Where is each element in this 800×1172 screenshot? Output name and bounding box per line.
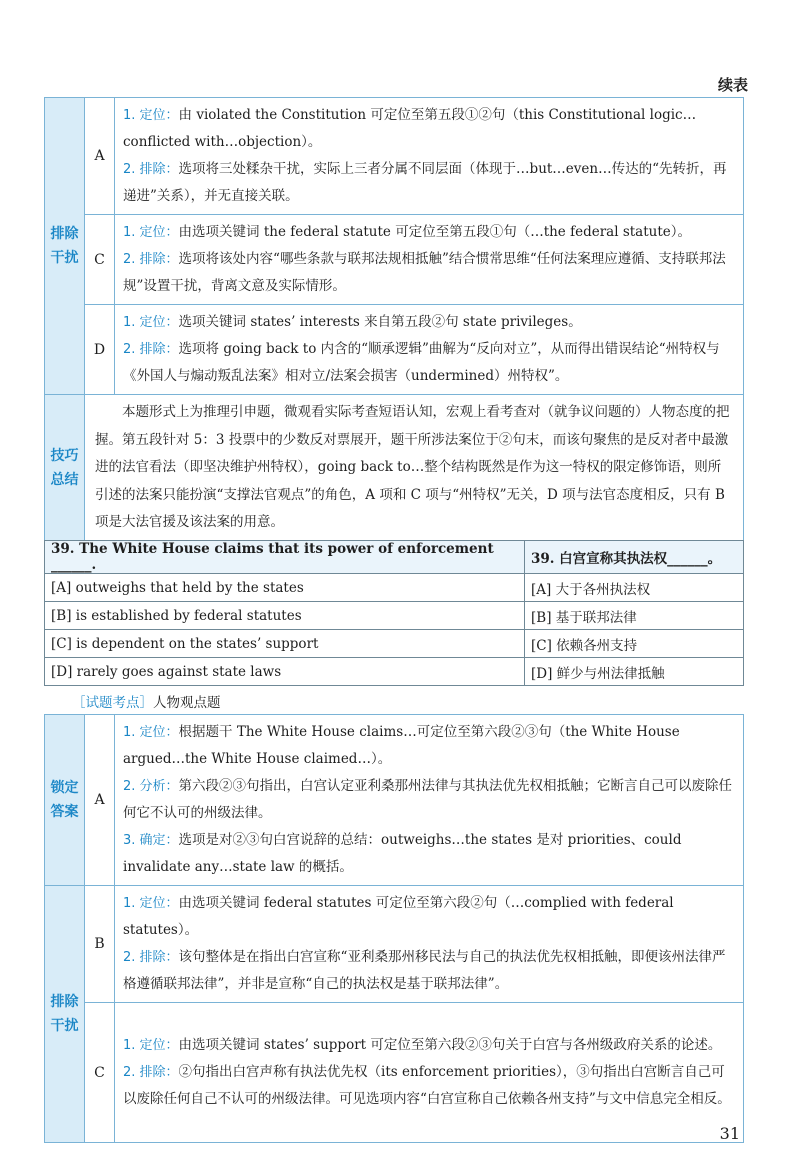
question-option-row	[45, 574, 744, 602]
option-analysis: 1. 定位：由 violated the Constitution 可定位至第五段①②句（this Constitutional logic…conflicted with…objection）。 2. 排除：选项将三处糅杂干扰，实际上三者分属不同层面（体现于…but…even…传达的“先转折，再递进”关系），并无直接关联。	[115, 98, 744, 215]
option-d-en: [D] rarely goes against state laws	[45, 658, 525, 686]
option-analysis: 1. 定位：由选项关键词 the federal statute 可定位至第五段①句（…the federal statute）。 2. 排除：选项将该处内容“哪些条款与联邦法规相抵触”结合惯常思维“任何法案理应遵循、支持联邦法规”设置干扰，背离文意及实际情形。	[115, 215, 744, 305]
lock-answer-row	[45, 715, 744, 886]
continuation-label: 续表	[717, 76, 748, 94]
question-option-row	[45, 630, 744, 658]
option-analysis: 1. 定位：选项关键词 states’ interests 来自第五段②句 state privileges。 2. 排除：选项将 going back to 内含的“顺承逻辑”曲解为“反向对立”，从而得出错误结论“州特权与《外国人与煽动叛乱法案》相对立/法案会损害（undermined）州特权”。	[115, 305, 744, 395]
question-option-row	[45, 658, 744, 686]
option-a-en: [A] outweighs that held by the states	[45, 574, 525, 602]
option-b-en: [B] is established by federal statutes	[45, 602, 525, 630]
option-b-cn: [B] 基于联邦法律	[525, 602, 744, 630]
test-point-text: 人物观点题	[153, 695, 221, 711]
option-analysis: 1. 定位：由选项关键词 states’ support 可定位至第六段②③句关于白宫与各州级政府关系的论述。 2. 排除：②句指出白宫声称有执法优先权（its enforcement priorities），③句指出白宫断言自己可以废除任何自己不认可的州级法律。可见选项内容“白宫宣称自己依赖各州支持”与文中信息完全相反。	[115, 1003, 744, 1143]
exclude-distractor-label: 排除 干扰	[45, 886, 85, 1143]
exclude-row-d	[45, 305, 744, 395]
test-point	[72, 691, 221, 711]
test-point-tag: ［试题考点］	[72, 695, 153, 711]
option-d-cn: [D] 鲜少与州法律抵触	[525, 658, 744, 686]
lock-answer-label: 锁定 答案	[45, 715, 85, 886]
option-a-cn: [A] 大于各州执法权	[525, 574, 744, 602]
option-letter: C	[85, 1003, 115, 1143]
question-table	[44, 540, 744, 686]
page-number: 31	[719, 1124, 740, 1143]
question-stem-en: 39. The White House claims that its power of enforcement ______.	[45, 541, 525, 574]
question-stem-cn: 39. 白宫宣称其执法权______。	[525, 541, 744, 574]
option-letter: B	[85, 886, 115, 1003]
option-c-en: [C] is dependent on the states’ support	[45, 630, 525, 658]
option-letter: D	[85, 305, 115, 395]
summary-row	[45, 395, 744, 542]
skill-summary-text: 本题形式上为推理引申题，微观看实际考查短语认知，宏观上看考查对（就争议问题的）人物态度的把握。第五段针对 5：3 投票中的少数反对票展开，题干所涉法案位于②句末，而该句聚焦的是反对者中最激进的法官看法（即坚决维护州特权），going back to…整个结构既然是作为这一特权的限定修饰语，则所引述的法案只能扮演“支撑法官观点”的角色，A 项和 C 项与“州特权”无关，D 项与法官态度相反，只有 B 项是大法官援及该法案的用意。	[85, 395, 744, 542]
skill-summary-label: 技巧 总结	[45, 395, 85, 542]
exclude-row-c	[45, 1003, 744, 1143]
analysis-table	[44, 714, 744, 1143]
exclude-row-a	[45, 98, 744, 215]
option-analysis: 1. 定位：由选项关键词 federal statutes 可定位至第六段②句（…complied with federal statutes）。 2. 排除：该句整体是在指出白宫宣称“亚利桑那州移民法与自己的执法优先权相抵触，即便该州法律严格遵循联邦法律”，并非是宣称“自己的执法权是基于联邦法律”。	[115, 886, 744, 1003]
answer-analysis: 1. 定位：根据题干 The White House claims…可定位至第六段②③句（the White House argued…the White House claimed…）。 2. 分析：第六段②③句指出，白宫认定亚利桑那州法律与其执法优先权相抵触；它断言自己可以废除任何它不认可的州级法律。 3. 确定：选项是对②③句白宫说辞的总结：outweighs…the states 是对 priorities、could invalidate any…state law 的概括。	[115, 715, 744, 886]
exclude-distractor-label: 排除 干扰	[45, 98, 85, 395]
question-stem-row	[45, 541, 744, 574]
question-option-row	[45, 602, 744, 630]
option-letter: A	[85, 715, 115, 886]
exclude-row-b	[45, 886, 744, 1003]
exclude-row-c	[45, 215, 744, 305]
analysis-table-continued	[44, 97, 744, 542]
option-letter: A	[85, 98, 115, 215]
option-letter: C	[85, 215, 115, 305]
option-c-cn: [C] 依赖各州支持	[525, 630, 744, 658]
